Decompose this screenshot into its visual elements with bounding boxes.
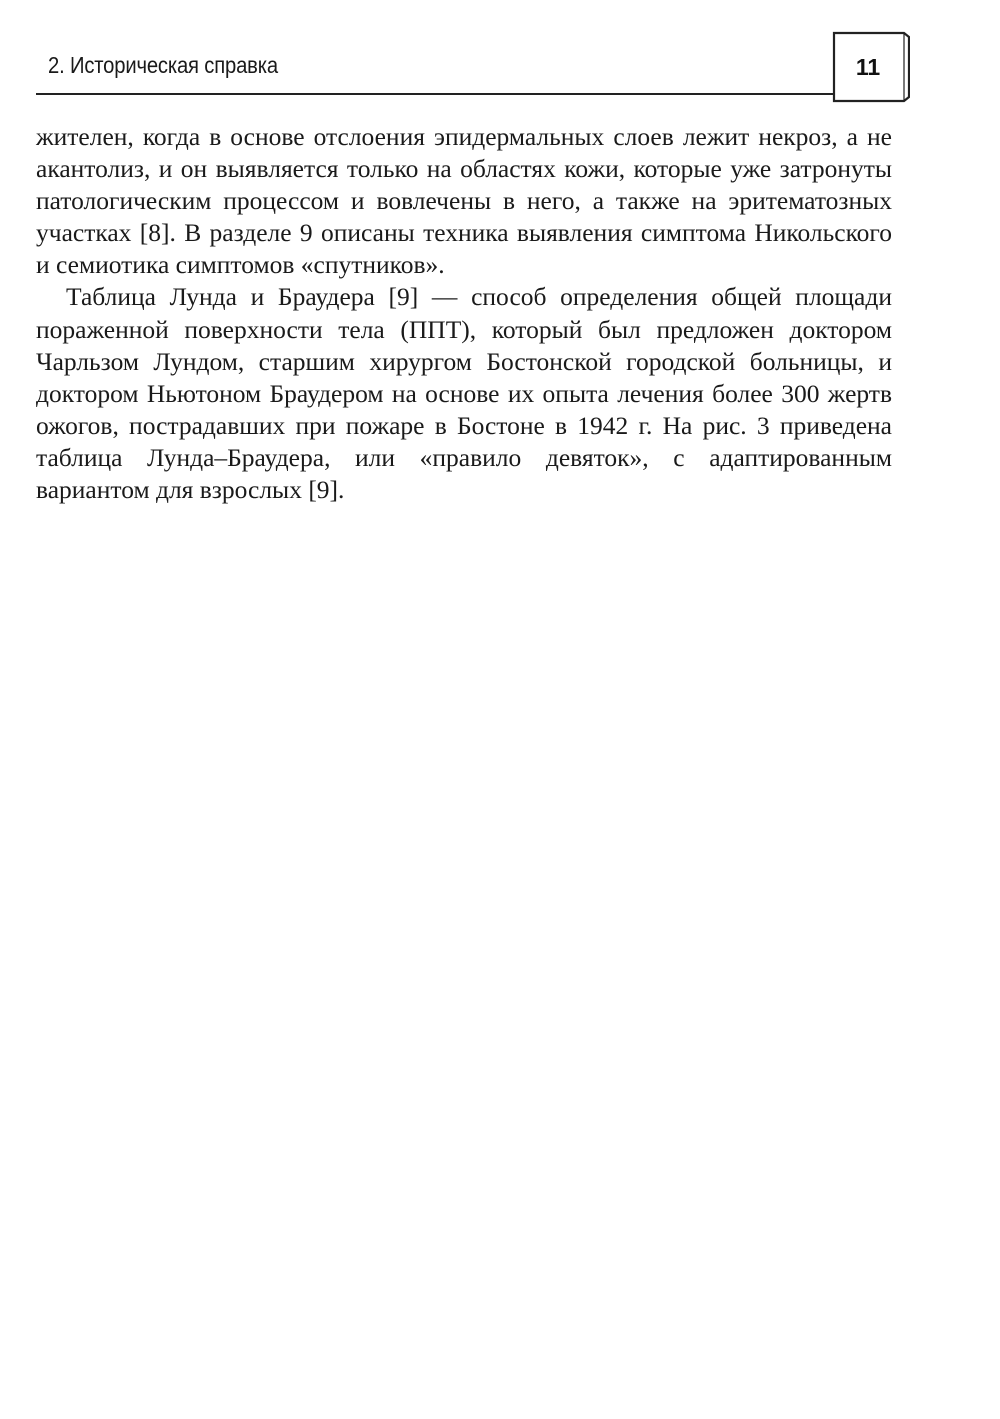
page-number: 11: [855, 54, 881, 80]
running-head-title: 2. Историческая справка: [48, 52, 278, 78]
page-number-tab: [832, 31, 910, 103]
paragraph-lund-browder: Таблица Лунда и Браудера [9] — способ определения общей площади пораженной поверхности тела (ППТ), который был предложен доктором Чарльзом Лундом, старшим хирургом Бостонской городской больницы, и доктором Ньютоном Браудером на основе их опыта лечения более 300 жертв ожогов, пострадавших при пожаре в Бостоне в 1942 г. На рис. 3 приведена таблица Лунда–Браудера, или «правило девяток», с адаптированным вариантом для взрослых [9].: [36, 282, 892, 505]
paragraph-continuation: жителен, когда в основе отслоения эпидермальных слоев лежит некроз, а не акантолиз, и он выявляется только на областях кожи, которые уже затронуты патологическим процессом и вовлечены в него, а также на эритематозных участках [8]. В разделе 9 описаны техника выявления симптома Никольского и семиотика симптомов «спутников».: [36, 122, 892, 280]
header-rule: [36, 93, 836, 95]
body-text: [36, 121, 892, 506]
